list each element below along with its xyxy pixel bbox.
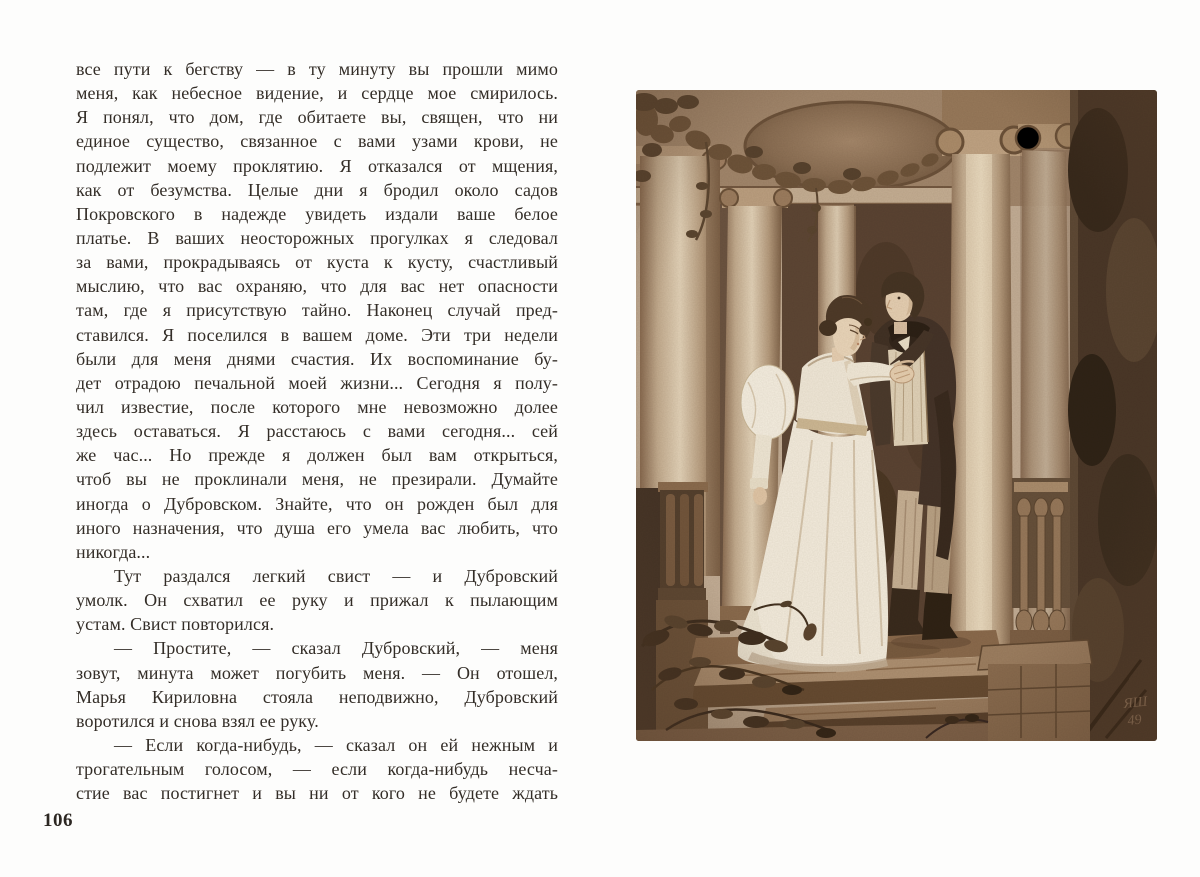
text-line: Тут раздался легкий свист — и Дубровский: [114, 565, 558, 586]
text-line: же час... Но прежде я должен был вам открыться,: [76, 445, 558, 466]
text-line: иногда о Дубровском. Знайте, что он рожден был для: [76, 493, 558, 514]
text-line: подлежит моему проклятию. Я отказался от мщения,: [76, 155, 558, 176]
illustration-svg: [636, 90, 1157, 741]
text-line: Марья Кириловна стояла неподвижно, Дубровский: [76, 686, 558, 707]
text-line: были для меня днями счастия. Их воспоминание бу-: [76, 348, 558, 369]
text-line: умолк. Он схватил ее руку и прижал к пылающим: [76, 590, 558, 611]
text-line: — Простите, — сказал Дубровский, — меня: [114, 638, 558, 659]
text-line: зовут, минута может погубить меня. — Он отошел,: [76, 662, 558, 683]
text-line: чтоб вы не проклинали меня, не презирали. Думайте: [76, 469, 558, 490]
text-line: мыслию, что вас охраняю, что для вас нет опасности: [76, 276, 558, 297]
text-line: Я понял, что дом, где обитаете вы, священ, что ни: [76, 107, 558, 128]
text-line: там, где я присутствую тайно. Наконец случай пред-: [76, 300, 558, 321]
text-line: Покровского в надежде увидеть издали ваше белое: [76, 203, 558, 224]
text-line: ставился. Я поселился в вашем доме. Эти три недели: [76, 324, 558, 345]
text-line: платье. В ваших неосторожных прогулках я следовал: [76, 227, 558, 248]
text-line: чил известие, после которого мне невозможно долее: [76, 396, 558, 417]
text-line: за вами, прокрадываясь от куста к кусту, счастливый: [76, 252, 558, 273]
grain-overlay: [636, 90, 1157, 741]
text-line: никогда...: [76, 541, 151, 562]
text-line: дет отрадою печальной моей жизни... Сегодня я полу-: [76, 372, 558, 393]
text-line: здесь оставаться. Я расстаюсь с вами сегодня... сей: [76, 421, 558, 442]
page-number: 106: [43, 810, 73, 831]
text-line: устам. Свист повторился.: [76, 614, 275, 635]
text-line: как от безумства. Целые дни я бродил около садов: [76, 179, 558, 200]
text-line: все пути к бегству — в ту минуту вы прошли мимо: [76, 59, 558, 79]
text-line: — Если когда-нибудь, — сказал он ей нежным и: [114, 734, 558, 755]
rotunda-illustration: [636, 90, 1157, 741]
text-line: единое существо, связанное с вами узами крови, не: [76, 131, 558, 152]
text-column: [76, 57, 558, 805]
text-line: воротился и снова взял ее руку.: [76, 710, 319, 731]
text-line: трогательным голосом, — если когда-нибудь несча-: [76, 759, 558, 780]
text-line: меня, как небесное видение, и сердце мое смирилось.: [76, 83, 558, 104]
text-line: стие вас постигнет и вы ни от кого не будете ждать: [76, 783, 558, 804]
text-line: иного назначения, что душа его умела вас любить, что: [76, 517, 558, 538]
